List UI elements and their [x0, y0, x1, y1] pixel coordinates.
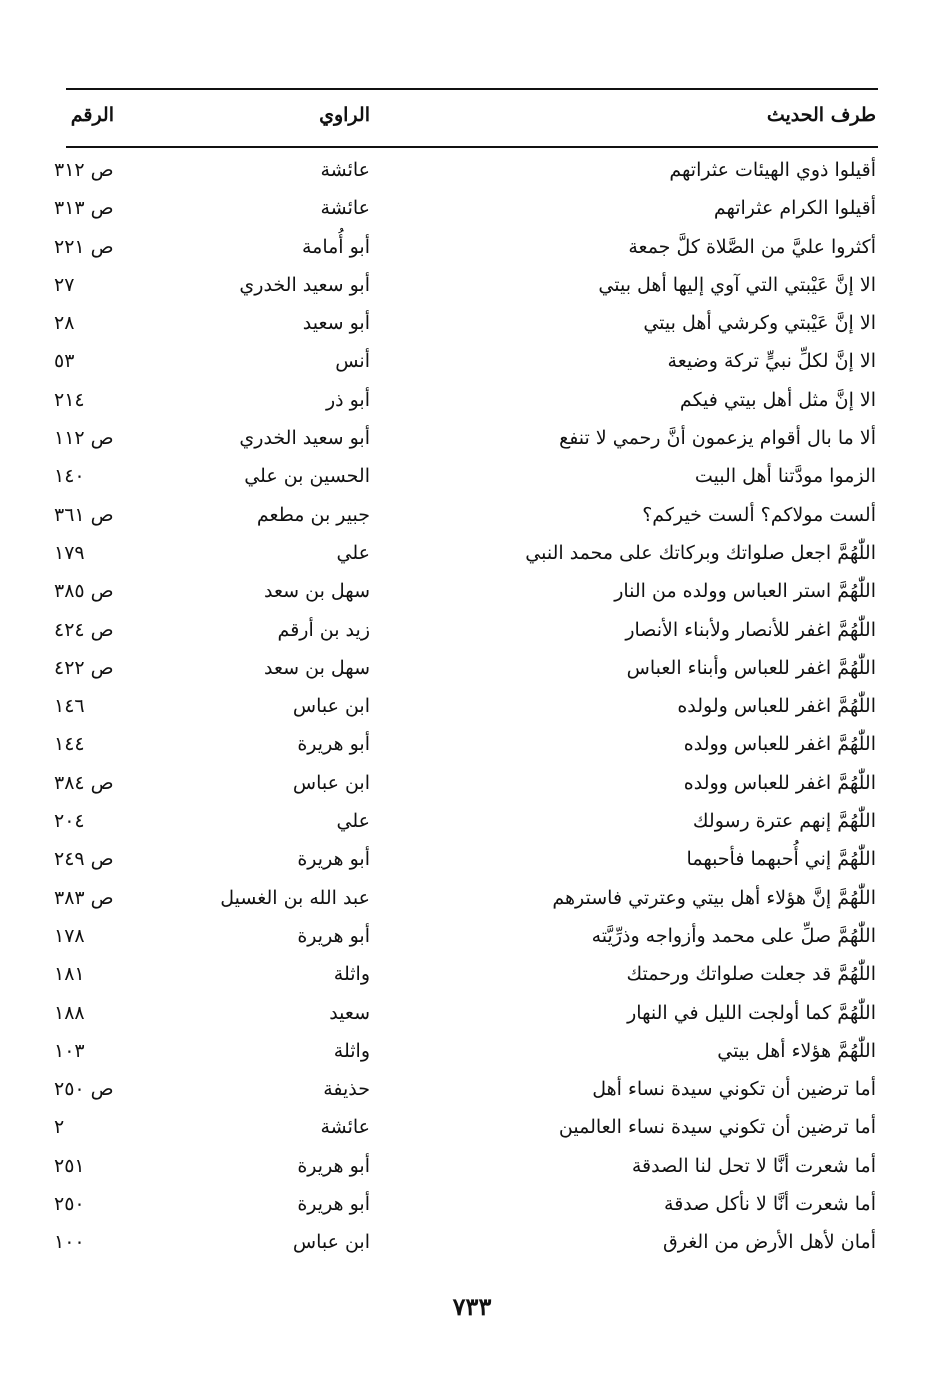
number-cell: ٥٣ [54, 350, 75, 373]
table-row [0, 500, 944, 538]
table-row [0, 768, 944, 806]
table-row [0, 1189, 944, 1227]
number-cell: ص ٣١٣ [54, 197, 114, 220]
hadith-cell: الا إنَّ عَيْبتي وكرشي أهل بيتي [643, 312, 876, 335]
hadith-cell: أقيلوا ذوي الهيئات عثراتهم [669, 159, 876, 181]
narrator-cell: أبو هريرة [297, 848, 370, 871]
header-number: الرقم [70, 104, 114, 126]
hadith-cell: أما ترضين أن تكوني سيدة نساء أهل [592, 1078, 876, 1101]
hadith-cell: أقيلوا الكرام عثراتهم [713, 197, 876, 220]
narrator-cell: حذيفة [323, 1078, 370, 1101]
narrator-cell: علي [336, 541, 370, 564]
narrator-cell: عائشة [320, 197, 370, 220]
hadith-cell: اللّٰهُمَّ قد جعلت صلواتك ورحمتك [626, 963, 876, 986]
number-cell: ١٤٦ [54, 695, 85, 718]
narrator-cell: أبو ذر [325, 388, 370, 411]
narrator-cell: علي [336, 810, 370, 833]
hadith-cell: الا إنَّ مثل أهل بيتي فيكم [679, 388, 876, 411]
table-row [0, 844, 944, 882]
table-row [0, 998, 944, 1036]
table-row [0, 883, 944, 921]
hadith-cell: اللّٰهُمَّ هؤلاء أهل بيتي [717, 1039, 876, 1062]
narrator-cell: سهل بن سعد [264, 580, 370, 603]
narrator-cell: سهل بن سعد [264, 656, 370, 679]
number-cell: ١٠٠ [54, 1231, 85, 1254]
hadith-cell: اللّٰهُمَّ صلِّ على محمد وأزواجه وذرِّيَّته [591, 924, 876, 947]
hadith-cell: أكثروا عليَّ من الصَّلاة كلَّ جمعة [628, 235, 876, 258]
narrator-cell: سعيد [329, 1001, 370, 1024]
table-row [0, 461, 944, 499]
number-cell: ١٤٠ [54, 465, 85, 488]
table-row [0, 576, 944, 614]
hadith-cell: اللّٰهُمَّ اغفر للعباس وولده [683, 771, 876, 794]
narrator-cell: أبو هريرة [297, 733, 370, 756]
table-row [0, 193, 944, 231]
number-cell: ص ٤٢٢ [54, 656, 114, 679]
table-row [0, 1151, 944, 1189]
narrator-cell: ابن عباس [292, 771, 370, 794]
top-rule [66, 88, 878, 90]
narrator-cell: عائشة [320, 1116, 370, 1139]
narrator-cell: أنس [335, 350, 370, 373]
hadith-cell: اللّٰهُمَّ استر العباس وولده من النار [614, 580, 876, 603]
hadith-cell: ألا ما بال أقوام يزعمون أنَّ رحمي لا تنفع [559, 427, 876, 450]
hadith-cell: اللّٰهُمَّ اغفر للعباس وأبناء العباس [626, 656, 876, 679]
hadith-cell: اللّٰهُمَّ اجعل صلواتك وبركاتك على محمد النبي [525, 541, 876, 564]
table-row [0, 1227, 944, 1265]
table-row [0, 346, 944, 384]
hadith-cell: ألست مولاكم؟ ألست خيركم؟ [642, 503, 876, 526]
number-cell: ص ٣٨٤ [54, 771, 114, 794]
table-row [0, 232, 944, 270]
hadith-cell: الزموا مودَّتنا أهل البيت [694, 465, 876, 488]
table-row [0, 1036, 944, 1074]
hadith-cell: اللّٰهُمَّ إني أُحبهما فأحبهما [686, 848, 876, 871]
number-cell: ص ٢٢١ [54, 235, 114, 258]
narrator-cell: أبو هريرة [297, 1154, 370, 1177]
hadith-cell: اللّٰهُمَّ إنَّ هؤلاء أهل بيتي وعترتي فاسترهم [552, 886, 876, 909]
number-cell: ١٨١ [54, 963, 85, 986]
table-row [0, 691, 944, 729]
page-number: ٧٣٣ [452, 1292, 492, 1321]
table-row [0, 538, 944, 576]
hadith-cell: أما شعرت أنَّا لا تحل لنا الصدقة [631, 1154, 876, 1177]
number-cell: ٢ [54, 1116, 65, 1139]
narrator-cell: أبو سعيد الخدري [239, 273, 370, 296]
number-cell: ١٨٨ [54, 1001, 85, 1024]
hadith-cell: اللّٰهُمَّ اغفر للأنصار ولأبناء الأنصار [625, 618, 876, 641]
table-row [0, 653, 944, 691]
number-cell: ص ٢٤٩ [54, 848, 114, 871]
hadith-cell: أمان لأهل الأرض من الغرق [663, 1231, 876, 1254]
hadith-cell: اللّٰهُمَّ إنهم عترة رسولك [692, 810, 876, 833]
narrator-cell: واثلة [333, 1039, 370, 1062]
table-row [0, 959, 944, 997]
number-cell: ص ٣٨٣ [54, 886, 114, 909]
table-row [0, 308, 944, 346]
number-cell: ٢٧ [54, 273, 75, 296]
number-cell: ١٠٣ [54, 1039, 85, 1062]
table-row [0, 155, 944, 193]
number-cell: ص ٢٥٠ [54, 1078, 114, 1101]
number-cell: ٢٥١ [54, 1154, 85, 1177]
number-cell: ص ٣٨٥ [54, 580, 114, 603]
number-cell: ص ٣٦١ [54, 503, 114, 526]
table-row [0, 729, 944, 767]
number-cell: ص ٤٢٤ [54, 618, 114, 641]
hadith-cell: الا إنَّ عَيْبتي التي آوي إليها أهل بيتي [598, 273, 876, 296]
narrator-cell: الحسين بن علي [244, 465, 370, 488]
narrator-cell: أبو أُمامة [301, 235, 370, 258]
table-row [0, 270, 944, 308]
table-row [0, 1074, 944, 1112]
narrator-cell: ابن عباس [292, 1231, 370, 1254]
narrator-cell: ابن عباس [292, 695, 370, 718]
table-row [0, 806, 944, 844]
table-row [0, 615, 944, 653]
table-row [0, 921, 944, 959]
hadith-cell: الا إنَّ لكلِّ نبيٍّ تركة وضيعة [667, 350, 876, 373]
number-cell: ٢٥٠ [54, 1193, 85, 1216]
number-cell: ١٧٨ [54, 924, 85, 947]
number-cell: ١٤٤ [54, 733, 85, 756]
table-row [0, 423, 944, 461]
narrator-cell: واثلة [333, 963, 370, 986]
number-cell: ١٧٩ [54, 541, 85, 564]
narrator-cell: جبير بن مطعم [256, 503, 370, 526]
number-cell: ٢٨ [54, 312, 75, 335]
header-rule [66, 146, 878, 148]
narrator-cell: أبو سعيد [302, 312, 370, 335]
narrator-cell: زيد بن أرقم [277, 618, 370, 641]
narrator-cell: عبد الله بن الغسيل [220, 886, 370, 909]
header-narrator: الراوي [319, 104, 370, 126]
narrator-cell: أبو هريرة [297, 1193, 370, 1216]
hadith-cell: اللّٰهُمَّ اغفر للعباس ولولده [677, 695, 876, 718]
number-cell: ص ٣١٢ [54, 159, 114, 181]
header-hadith: طرف الحديث [766, 104, 876, 126]
table-row [0, 1112, 944, 1150]
hadith-cell: اللّٰهُمَّ اغفر للعباس وولده [683, 733, 876, 756]
table-row [0, 385, 944, 423]
narrator-cell: أبو هريرة [297, 924, 370, 947]
number-cell: ص ١١٢ [54, 427, 114, 450]
narrator-cell: أبو سعيد الخدري [239, 427, 370, 450]
narrator-cell: عائشة [320, 159, 370, 181]
hadith-cell: أما ترضين أن تكوني سيدة نساء العالمين [558, 1116, 876, 1139]
number-cell: ٢١٤ [54, 388, 85, 411]
index-table-body [0, 155, 944, 1266]
hadith-cell: اللّٰهُمَّ كما أولجت الليل في النهار [627, 1001, 876, 1024]
hadith-cell: أما شعرت أنَّا لا نأكل صدقة [664, 1193, 876, 1216]
number-cell: ٢٠٤ [54, 810, 85, 833]
